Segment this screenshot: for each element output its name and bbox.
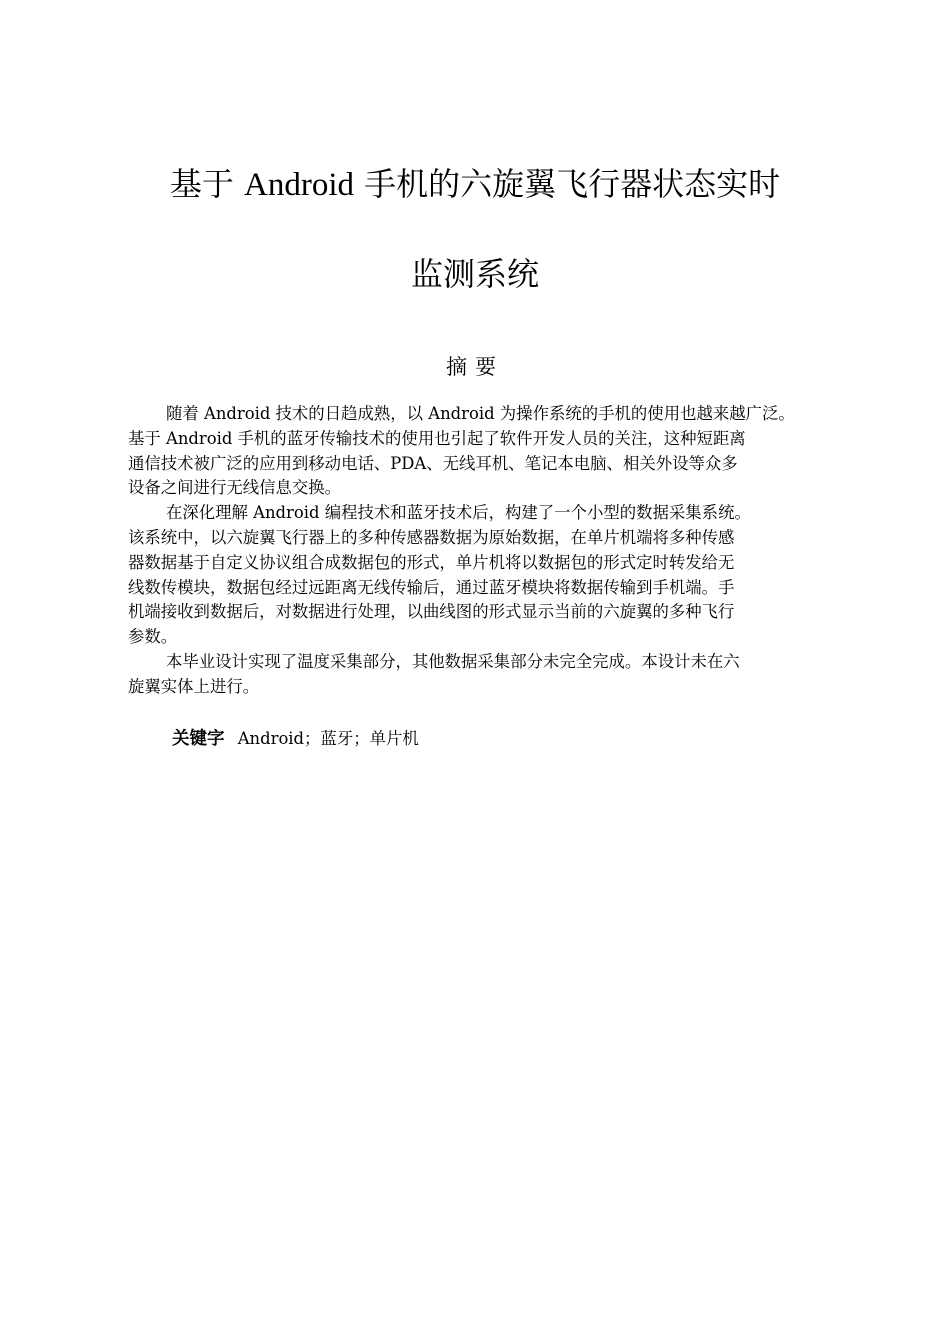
abstract-line: 机端接收到数据后，对数据进行处理，以曲线图的形式显示当前的六旋翼的多种飞行: [128, 602, 735, 622]
abstract-line: 随着 Android 技术的日趋成熟，以 Android 为操作系统的手机的使用也越来越广泛。: [166, 404, 795, 423]
paper-title-line-2: 监测系统: [410, 255, 539, 293]
abstract-line: 设备之间进行无线信息交换。: [128, 478, 342, 498]
abstract-line: 参数。: [128, 627, 178, 647]
abstract-line: 器数据基于自定义协议组合成数据包的形式，单片机将以数据包的形式定时转发给无: [128, 552, 735, 572]
title-prefix: 基于: [169, 165, 244, 203]
abstract-line: 线数传模块，数据包经过远距离无线传输后，通过蓝牙模块将数据传输到手机端。手: [128, 577, 735, 597]
abstract-line: 本毕业设计实现了温度采集部分，其他数据采集部分未完全完成。本设计未在六: [166, 651, 740, 671]
keywords-value: Android；蓝牙；单片机: [237, 729, 419, 748]
keywords-row: [172, 726, 419, 752]
abstract-line: 在深化理解 Android 编程技术和蓝牙技术后，构建了一个小型的数据采集系统。: [166, 503, 751, 523]
abstract-line: 通信技术被广泛的应用到移动电话、PDA、无线耳机、笔记本电脑、相关外设等众多: [128, 453, 738, 473]
title-suffix: 手机的六旋翼飞行器状态实时: [354, 165, 781, 203]
abstract-line: 该系统中，以六旋翼飞行器上的多种传感器数据为原始数据，在单片机端将多种传感: [128, 527, 735, 547]
abstract-line: 基于 Android 手机的蓝牙传输技术的使用也引起了软件开发人员的关注，这种短距离: [128, 428, 746, 448]
abstract-body: [128, 402, 868, 700]
paper-title-line-1: [0, 164, 950, 205]
abstract-line: 旋翼实体上进行。: [128, 676, 260, 696]
title-latin: Android: [244, 167, 354, 203]
abstract-heading: 摘要: [446, 355, 504, 379]
keywords-label: 关键字: [172, 729, 225, 749]
